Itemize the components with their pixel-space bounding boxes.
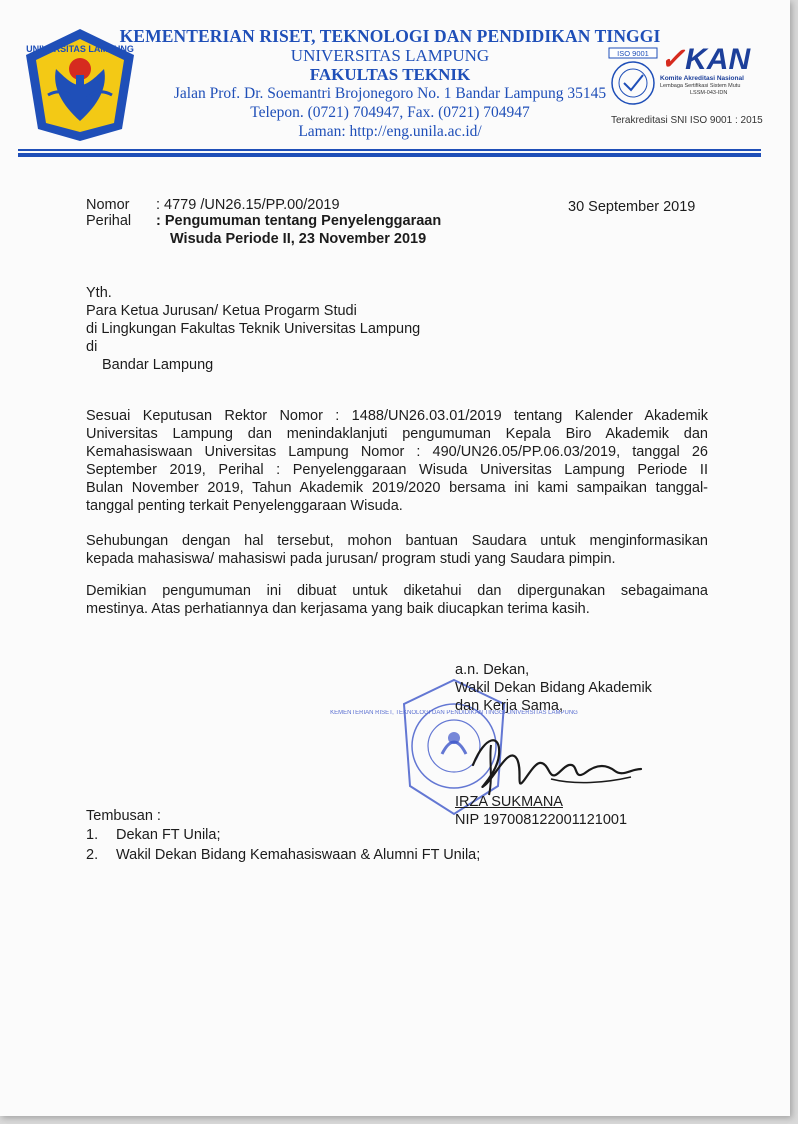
recipient-line-4: di	[86, 339, 98, 355]
accreditation-note: Terakreditasi SNI ISO 9001 : 2015	[611, 115, 763, 126]
paragraph-3-line: Demikian pengumuman ini dibuat untuk diketahui dan dipergunakan sebagaimana	[86, 583, 708, 599]
paragraph-1-line: Kemahasiswaan Universitas Lampung Nomor : 490/UN26.05/PP.06.03/2019, tanggal 26	[86, 444, 708, 460]
paragraph-2-line: Sehubungan dengan hal tersebut, mohon bantuan Saudara untuk menginformasikan	[86, 533, 708, 549]
paragraph-1	[86, 407, 708, 515]
nomor-label: Nomor	[86, 197, 130, 213]
kan-line-1: Komite Akreditasi Nasional	[660, 75, 744, 82]
cc-item-number: 1.	[86, 827, 99, 843]
signature-position-2: dan Kerja Sama,	[455, 698, 564, 714]
kan-line-2: Lembaga Sertifikasi Sistem Mutu	[660, 83, 741, 89]
perihal-line-2: Wisuda Periode II, 23 November 2019	[170, 231, 427, 247]
paragraph-3	[86, 582, 708, 618]
iso-badge-label: ISO 9001	[617, 49, 649, 58]
signatory-name: IRZA SUKMANA	[455, 794, 563, 810]
letterhead-divider	[18, 149, 761, 151]
letter-date: 30 September 2019	[568, 199, 696, 215]
university-name: UNIVERSITAS LAMPUNG	[290, 46, 490, 65]
address: Jalan Prof. Dr. Soemantri Brojonegoro No. 1 Bandar Lampung 35145	[173, 85, 607, 102]
paragraph-1-line: Universitas Lampung dan menindaklanjuti pengumuman Kepala Biro Akademik dan	[86, 426, 708, 442]
letterhead-divider-thick	[18, 153, 761, 157]
phone-fax: Telepon. (0721) 704947, Fax. (0721) 704947	[250, 104, 530, 121]
faculty-name: FAKULTAS TEKNIK	[309, 65, 471, 84]
letterhead	[110, 27, 670, 141]
cc-label: Tembusan :	[86, 808, 161, 824]
recipient-line-3: di Lingkungan Fakultas Teknik Universitas Lampung	[86, 321, 421, 337]
cc-item-number: 2.	[86, 847, 99, 863]
signature-position-1: Wakil Dekan Bidang Akademik	[455, 680, 652, 696]
stamp-text: KEMENTERIAN RISET, TEKNOLOGI DAN PENDIDIKAN TINGGI UNIVERSITAS LAMPUNG	[330, 710, 578, 716]
iso-certification-icon	[608, 47, 658, 109]
paragraph-3-line: mestinya. Atas perhatiannya dan kerjasama yang baik diucapkan terima kasih.	[86, 601, 590, 617]
paragraph-1-line: tanggal penting terkait Penyelenggaraan Wisuda.	[86, 498, 403, 514]
nomor-value: : 4779 /UN26.15/PP.00/2019	[156, 197, 340, 213]
paragraph-2-line: kepada mahasiswa/ mahasiswi pada jurusan/ program studi yang Saudara pimpin.	[86, 551, 616, 567]
signatory-nip: NIP 197008122001121001	[455, 812, 628, 828]
website[interactable]: Laman: http://eng.unila.ac.id/	[298, 123, 482, 140]
logo-text: UNIVERSITAS LAMPUNG	[26, 44, 134, 54]
cc-item-text: Dekan FT Unila;	[116, 827, 221, 843]
ministry-name: KEMENTERIAN RISET, TEKNOLOGI DAN PENDIDIKAN TINGGI	[119, 26, 661, 46]
recipient-line-2: Para Ketua Jurusan/ Ketua Progarm Studi	[86, 303, 357, 319]
kan-accreditation-logo: ✓KAN Komite Akreditasi Nasional Lembaga Sertifikasi Sistem Mutu LSSM-043-IDN	[660, 45, 768, 97]
paragraph-1-line: September 2019, Perihal : Penyelenggaraan Wisuda Universitas Lampung Periode II	[86, 462, 708, 478]
paragraph-1-line: Bulan November 2019, Tahun Akademik 2019/2020 bersama ini kami sampaikan tanggal-	[86, 480, 708, 496]
signature-an: a.n. Dekan,	[455, 662, 530, 678]
paragraph-1-line: Sesuai Keputusan Rektor Nomor : 1488/UN26.03.01/2019 tentang Kalender Akademik	[86, 408, 708, 424]
kan-logo-word: KAN	[685, 43, 751, 76]
perihal-label: Perihal	[86, 213, 132, 229]
perihal-line-1: : Pengumuman tentang Penyelenggaraan	[156, 213, 442, 229]
paragraph-2	[86, 532, 708, 568]
recipient-line-5: Bandar Lampung	[102, 357, 214, 373]
kan-line-3: LSSM-043-IDN	[690, 90, 728, 96]
recipient-line-1: Yth.	[86, 285, 112, 301]
cc-item-text: Wakil Dekan Bidang Kemahasiswaan & Alumni FT Unila;	[116, 847, 481, 863]
